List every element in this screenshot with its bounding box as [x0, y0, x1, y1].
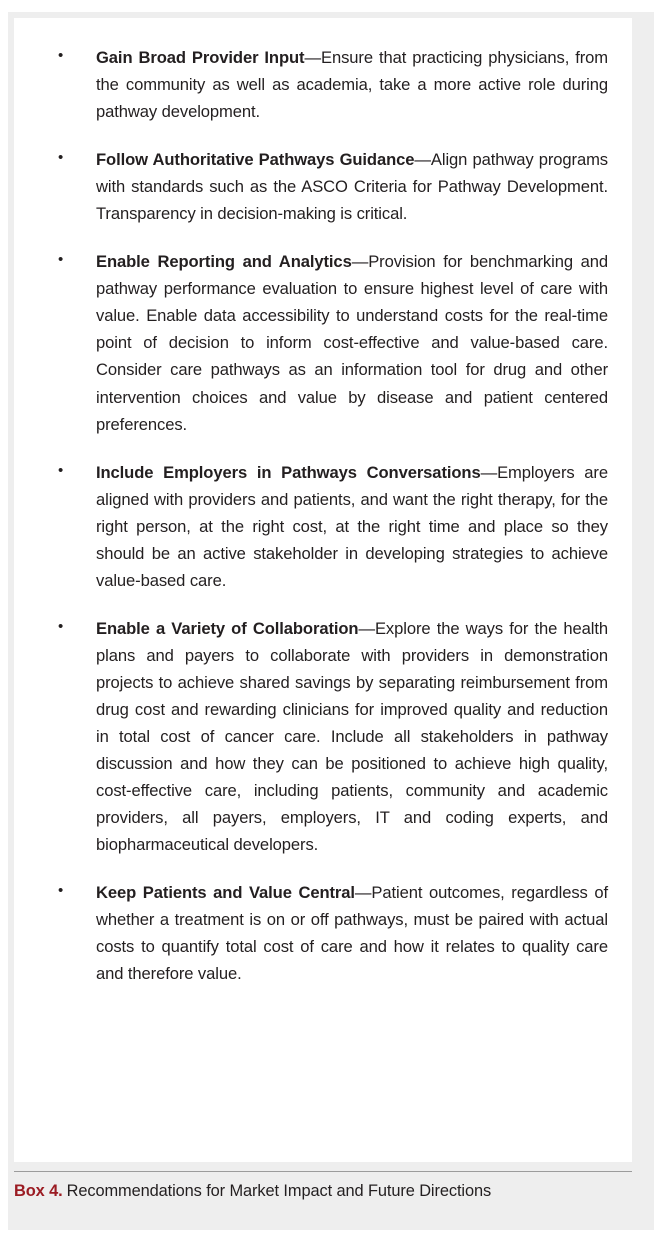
box-caption — [14, 1182, 632, 1202]
recommendation-list — [14, 18, 632, 987]
box-content — [14, 18, 632, 1162]
list-item — [36, 146, 608, 227]
em-dash: — — [414, 150, 431, 170]
em-dash: — — [354, 883, 372, 903]
em-dash: — — [358, 618, 375, 638]
bullet-icon: • — [58, 461, 64, 479]
caption-divider — [14, 1171, 632, 1172]
list-item-body: Align pathway programs with standards such as the ASCO Criteria for Pathway Development. Transparency in decision-making is critical. — [96, 150, 608, 224]
list-item — [36, 44, 608, 125]
bullet-icon: • — [58, 882, 64, 900]
list-item-lead: Follow Authoritative Pathways Guidance — [96, 150, 415, 170]
em-dash: — — [304, 48, 321, 67]
bullet-icon: • — [58, 149, 64, 167]
list-item-body: Patient outcomes, regardless of whether a treatment is on or off pathways, must be paired with actual costs to quantify total cost of care and how it relates to quality care and therefore value. — [96, 883, 608, 984]
list-item — [36, 248, 608, 437]
em-dash: — — [351, 252, 369, 272]
list-item-lead: Include Employers in Pathways Conversations — [96, 462, 481, 482]
list-item-lead: Keep Patients and Value Central — [96, 883, 355, 903]
list-item-body: Provision for benchmarking and pathway performance evaluation to ensure highest level of care with value. Enable data accessibility to understand costs for the real-time point of decision to inform cost-effective and value-based care. Consider care pathways as an information tool for drug and other intervention choices and value by disease and patient centered preferences. — [96, 252, 608, 434]
bullet-icon: • — [58, 251, 64, 269]
list-item — [36, 879, 608, 987]
list-item-body: Ensure that practicing physicians, from the community as well as academia, take a more active role during pathway development. — [96, 48, 608, 122]
list-item — [36, 615, 608, 858]
list-item-body: Explore the ways for the health plans and payers to collaborate with providers in demonstration projects to achieve shared savings by separating reimbursement from drug cost and rewarding clinicians for improved quality and reduction in total cost of cancer care. Include all stakeholders in pathway discussion and how they can be positioned to achieve high quality, cost-effective care, including patients, community and academic providers, all payers, employers, IT and coding experts, and biopharmaceutical developers. — [96, 618, 608, 855]
em-dash: — — [480, 462, 498, 482]
list-item-body: Employers are aligned with providers and patients, and want the right therapy, for the right person, at the right cost, at the right time and place so they should be an active stakeholder in developing strategies to achieve value-based care. — [96, 462, 608, 590]
caption-label: Box 4. — [14, 1182, 63, 1200]
list-item — [36, 459, 608, 594]
caption-text: Recommendations for Market Impact and Future Directions — [66, 1182, 492, 1200]
bullet-icon: • — [58, 617, 64, 635]
list-item-lead: Enable Reporting and Analytics — [96, 252, 352, 272]
list-item-lead: Enable a Variety of Collaboration — [96, 618, 359, 638]
bullet-icon: • — [58, 47, 64, 64]
list-item-lead: Gain Broad Provider Input — [96, 48, 305, 67]
